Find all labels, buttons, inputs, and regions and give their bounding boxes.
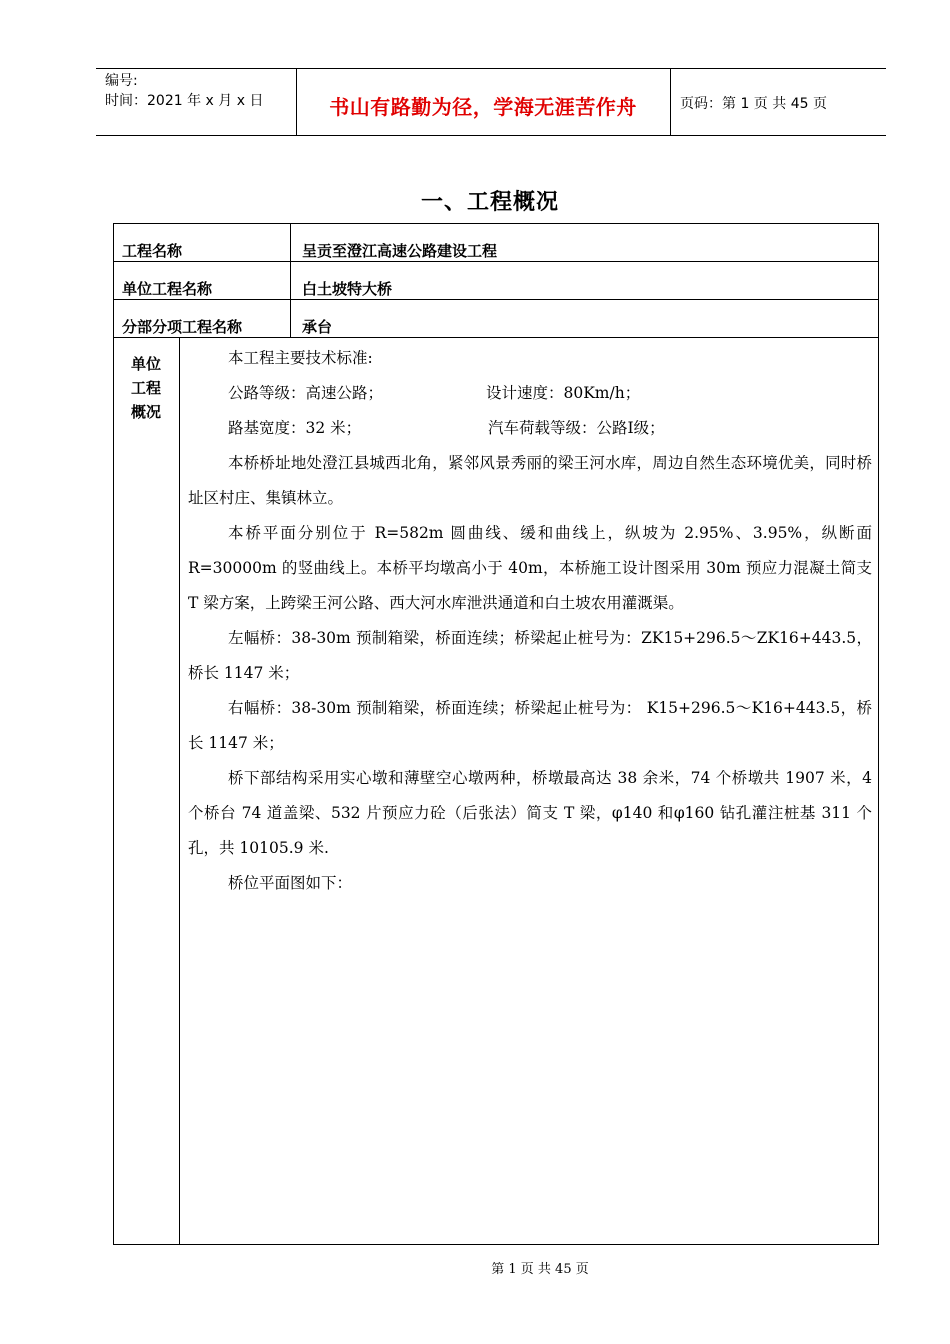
header-motto: 书山有路勤为径，学海无涯苦作舟 bbox=[329, 95, 637, 119]
header-bottom-rule bbox=[96, 135, 886, 136]
header-page-info: 页码：第 1 页 共 45 页 bbox=[680, 96, 827, 112]
table-column-divider bbox=[179, 337, 180, 1245]
standards-row bbox=[188, 376, 872, 411]
unit-project-name-value: 白土坡特大桥 bbox=[302, 280, 393, 298]
header-divider bbox=[670, 68, 671, 135]
unit-project-name-label: 单位工程名称 bbox=[122, 280, 213, 298]
table-row-divider bbox=[113, 299, 879, 300]
document-number-label: 编号: bbox=[105, 73, 138, 89]
table-row-divider bbox=[113, 261, 879, 262]
overview-paragraph: 右幅桥：38-30m 预制箱梁，桥面连续；桥梁起止桩号为： K15+296.5～K16+443.5，桥长 1147 米； bbox=[188, 699, 872, 752]
overview-paragraph: 本桥平面分别位于 R=582m 圆曲线、缓和曲线上，纵坡为 2.95%、3.95%，纵断面 R=30000m 的竖曲线上。本桥平均墩高小于 40m，本桥施工设计图采用 30m 预应力混凝土简支 T 梁方案，上跨梁王河公路、西大河水库泄洪通道和白土坡农用灌溉渠。 bbox=[188, 524, 872, 612]
project-name-label: 工程名称 bbox=[122, 242, 183, 260]
road-grade: 公路等级：高速公路； bbox=[228, 384, 384, 402]
header-meta bbox=[105, 71, 263, 111]
overview-intro: 本工程主要技术标准: bbox=[228, 349, 373, 367]
overview-paragraph: 桥位平面图如下： bbox=[228, 874, 353, 892]
page-footer: 第 1 页 共 45 页 bbox=[491, 1262, 589, 1277]
overview-text bbox=[188, 341, 872, 901]
project-name-value: 呈贡至澄江高速公路建设工程 bbox=[302, 242, 498, 260]
table-row-divider bbox=[113, 337, 879, 338]
overview-label: 单位 工程 概况 bbox=[130, 355, 161, 421]
standards-row bbox=[188, 411, 872, 446]
roadbed-width: 路基宽度：32 米； bbox=[228, 419, 362, 437]
overview-paragraph: 本桥桥址地处澄江县城西北角，紧邻风景秀丽的梁王河水库，周边自然生态环境优美，同时桥址区村庄、集镇林立。 bbox=[188, 454, 872, 507]
vehicle-load-grade: 汽车荷载等级：公路Ⅰ级； bbox=[488, 419, 665, 437]
table-column-divider bbox=[290, 223, 291, 337]
subitem-project-name-value: 承台 bbox=[302, 318, 333, 336]
header-top-rule bbox=[96, 68, 886, 69]
overview-paragraph: 左幅桥：38-30m 预制箱梁，桥面连续；桥梁起止桩号为：ZK15+296.5～ZK16+443.5，桥长 1147 米； bbox=[188, 629, 872, 682]
subitem-project-name-label: 分部分项工程名称 bbox=[122, 318, 243, 336]
design-speed: 设计速度：80Km/h； bbox=[486, 384, 641, 402]
overview-paragraph: 桥下部结构采用实心墩和薄壁空心墩两种，桥墩最高达 38 余米，74 个桥墩共 1907 米，4 个桥台 74 道盖梁、532 片预应力砼（后张法）简支 T 梁，φ140 和φ160 钻孔灌注桩基 311 个孔，共 10105.9 米. bbox=[188, 769, 872, 857]
page-title: 一、工程概况 bbox=[420, 190, 559, 215]
document-time-label: 时间：2021 年 x 月 x 日 bbox=[105, 93, 264, 109]
